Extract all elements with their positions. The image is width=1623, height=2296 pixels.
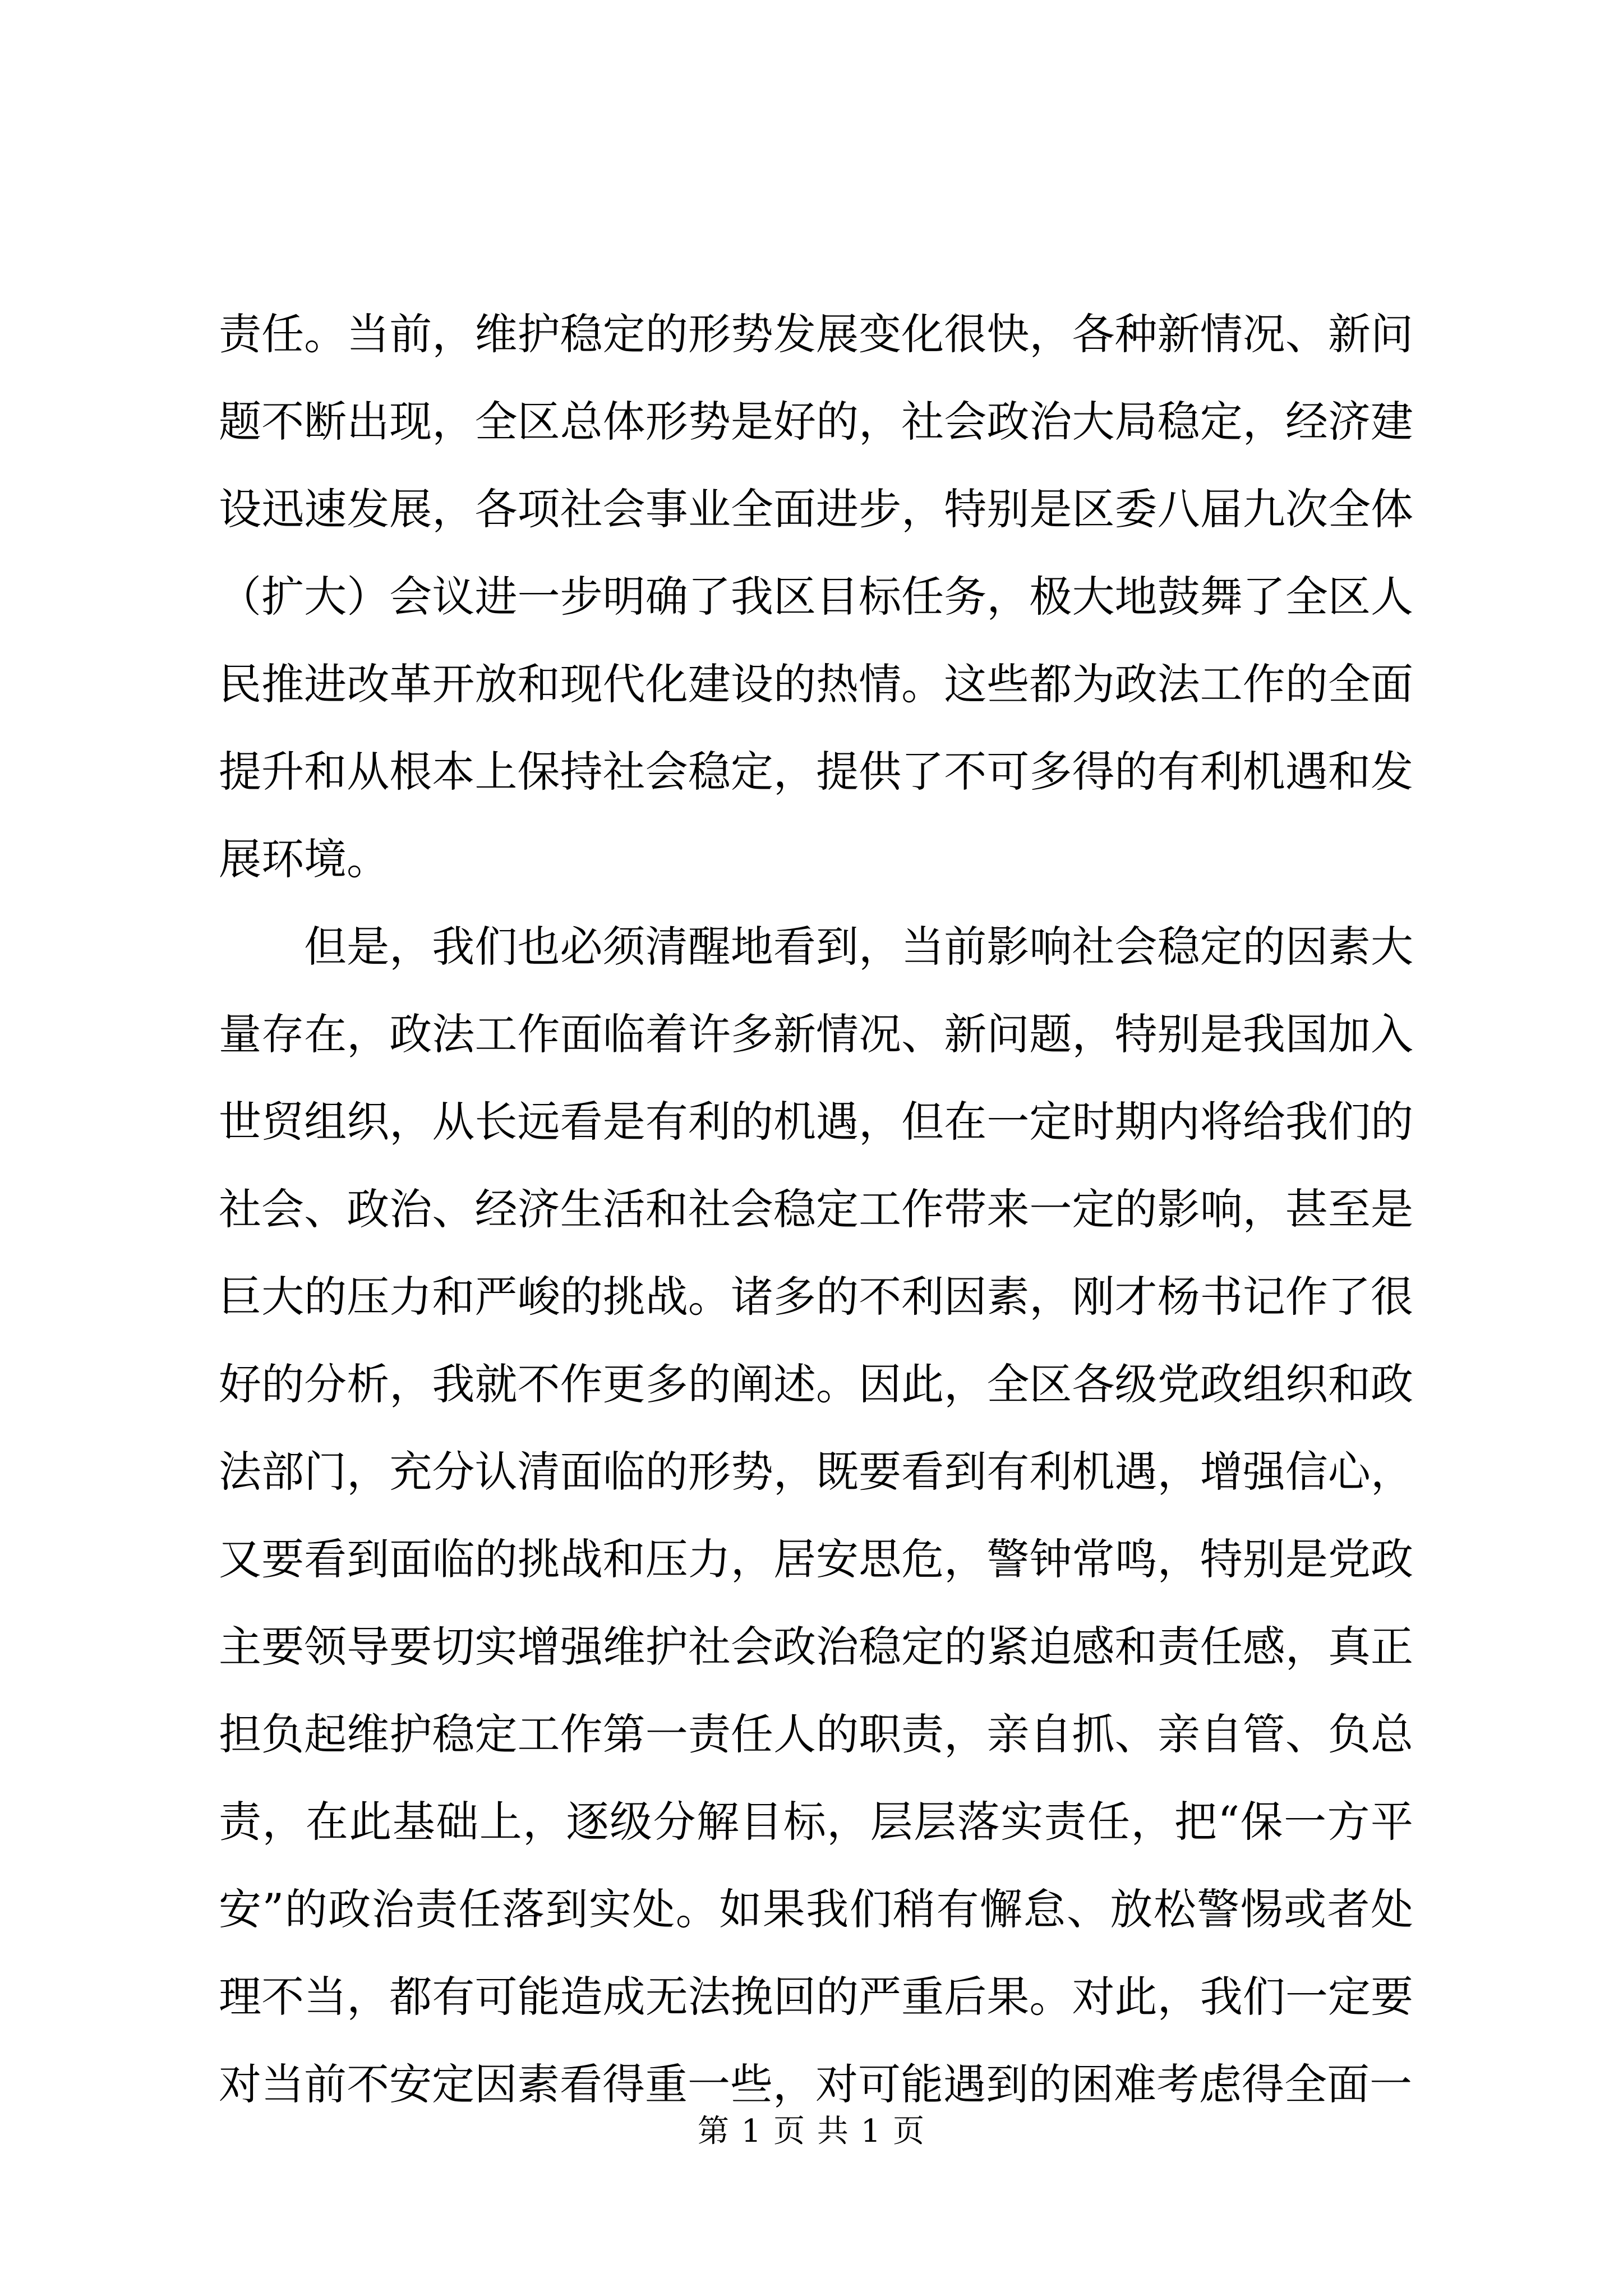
paragraph-1: 责任。当前，维护稳定的形势发展变化很快，各种新情况、新问题不断出现，全区总体形势是好的，社会政治大局稳定，经济建设迅速发展，各项社会事业全面进步，特别是区委八届九次全体（扩大）会议进一步明确了我区目标任务，极大地鼓舞了全区人民推进改革开放和现代化建设的热情。这些都为政法工作的全面提升和从根本上保持社会稳定，提供了不可多得的有利机遇和发展环境。 — [219, 309, 1413, 884]
paragraph-2: 但是，我们也必须清醒地看到，当前影响社会稳定的因素大量存在，政法工作面临着许多新情况、新问题，特别是我国加入世贸组织，从长远看是有利的机遇，但在一定时期内将给我们的社会、政治、经济生活和社会稳定工作带来一定的影响，甚至是巨大的压力和严峻的挑战。诸多的不利因素，刚才杨书记作了很好的分析，我就不作更多的阐述。因此，全区各级党政组织和政法部门，充分认清面临的形势，既要看到有利机遇，增强信心，又要看到面临的挑战和压力，居安思危，警钟常鸣，特别是党政主要领导要切实增强维护社会政治稳定的紧迫感和责任感，真正担负起维护稳定工作第一责任人的职责，亲自抓、亲自管、负总责，在此基础上，逐级分解目标，层层落实责任，把“保一方平安”的政治责任落到实处。如果我们稍有懈怠、放松警惕或者处理不当，都有可能造成无法挽回的严重后果。对此，我们一定要对当前不安定因素看得重一些，对可能遇到的困难考虑得全面一 — [219, 922, 1413, 2109]
body-text — [219, 291, 1413, 2128]
page-footer: 第 1 页 共 1 页 — [697, 2113, 926, 2150]
